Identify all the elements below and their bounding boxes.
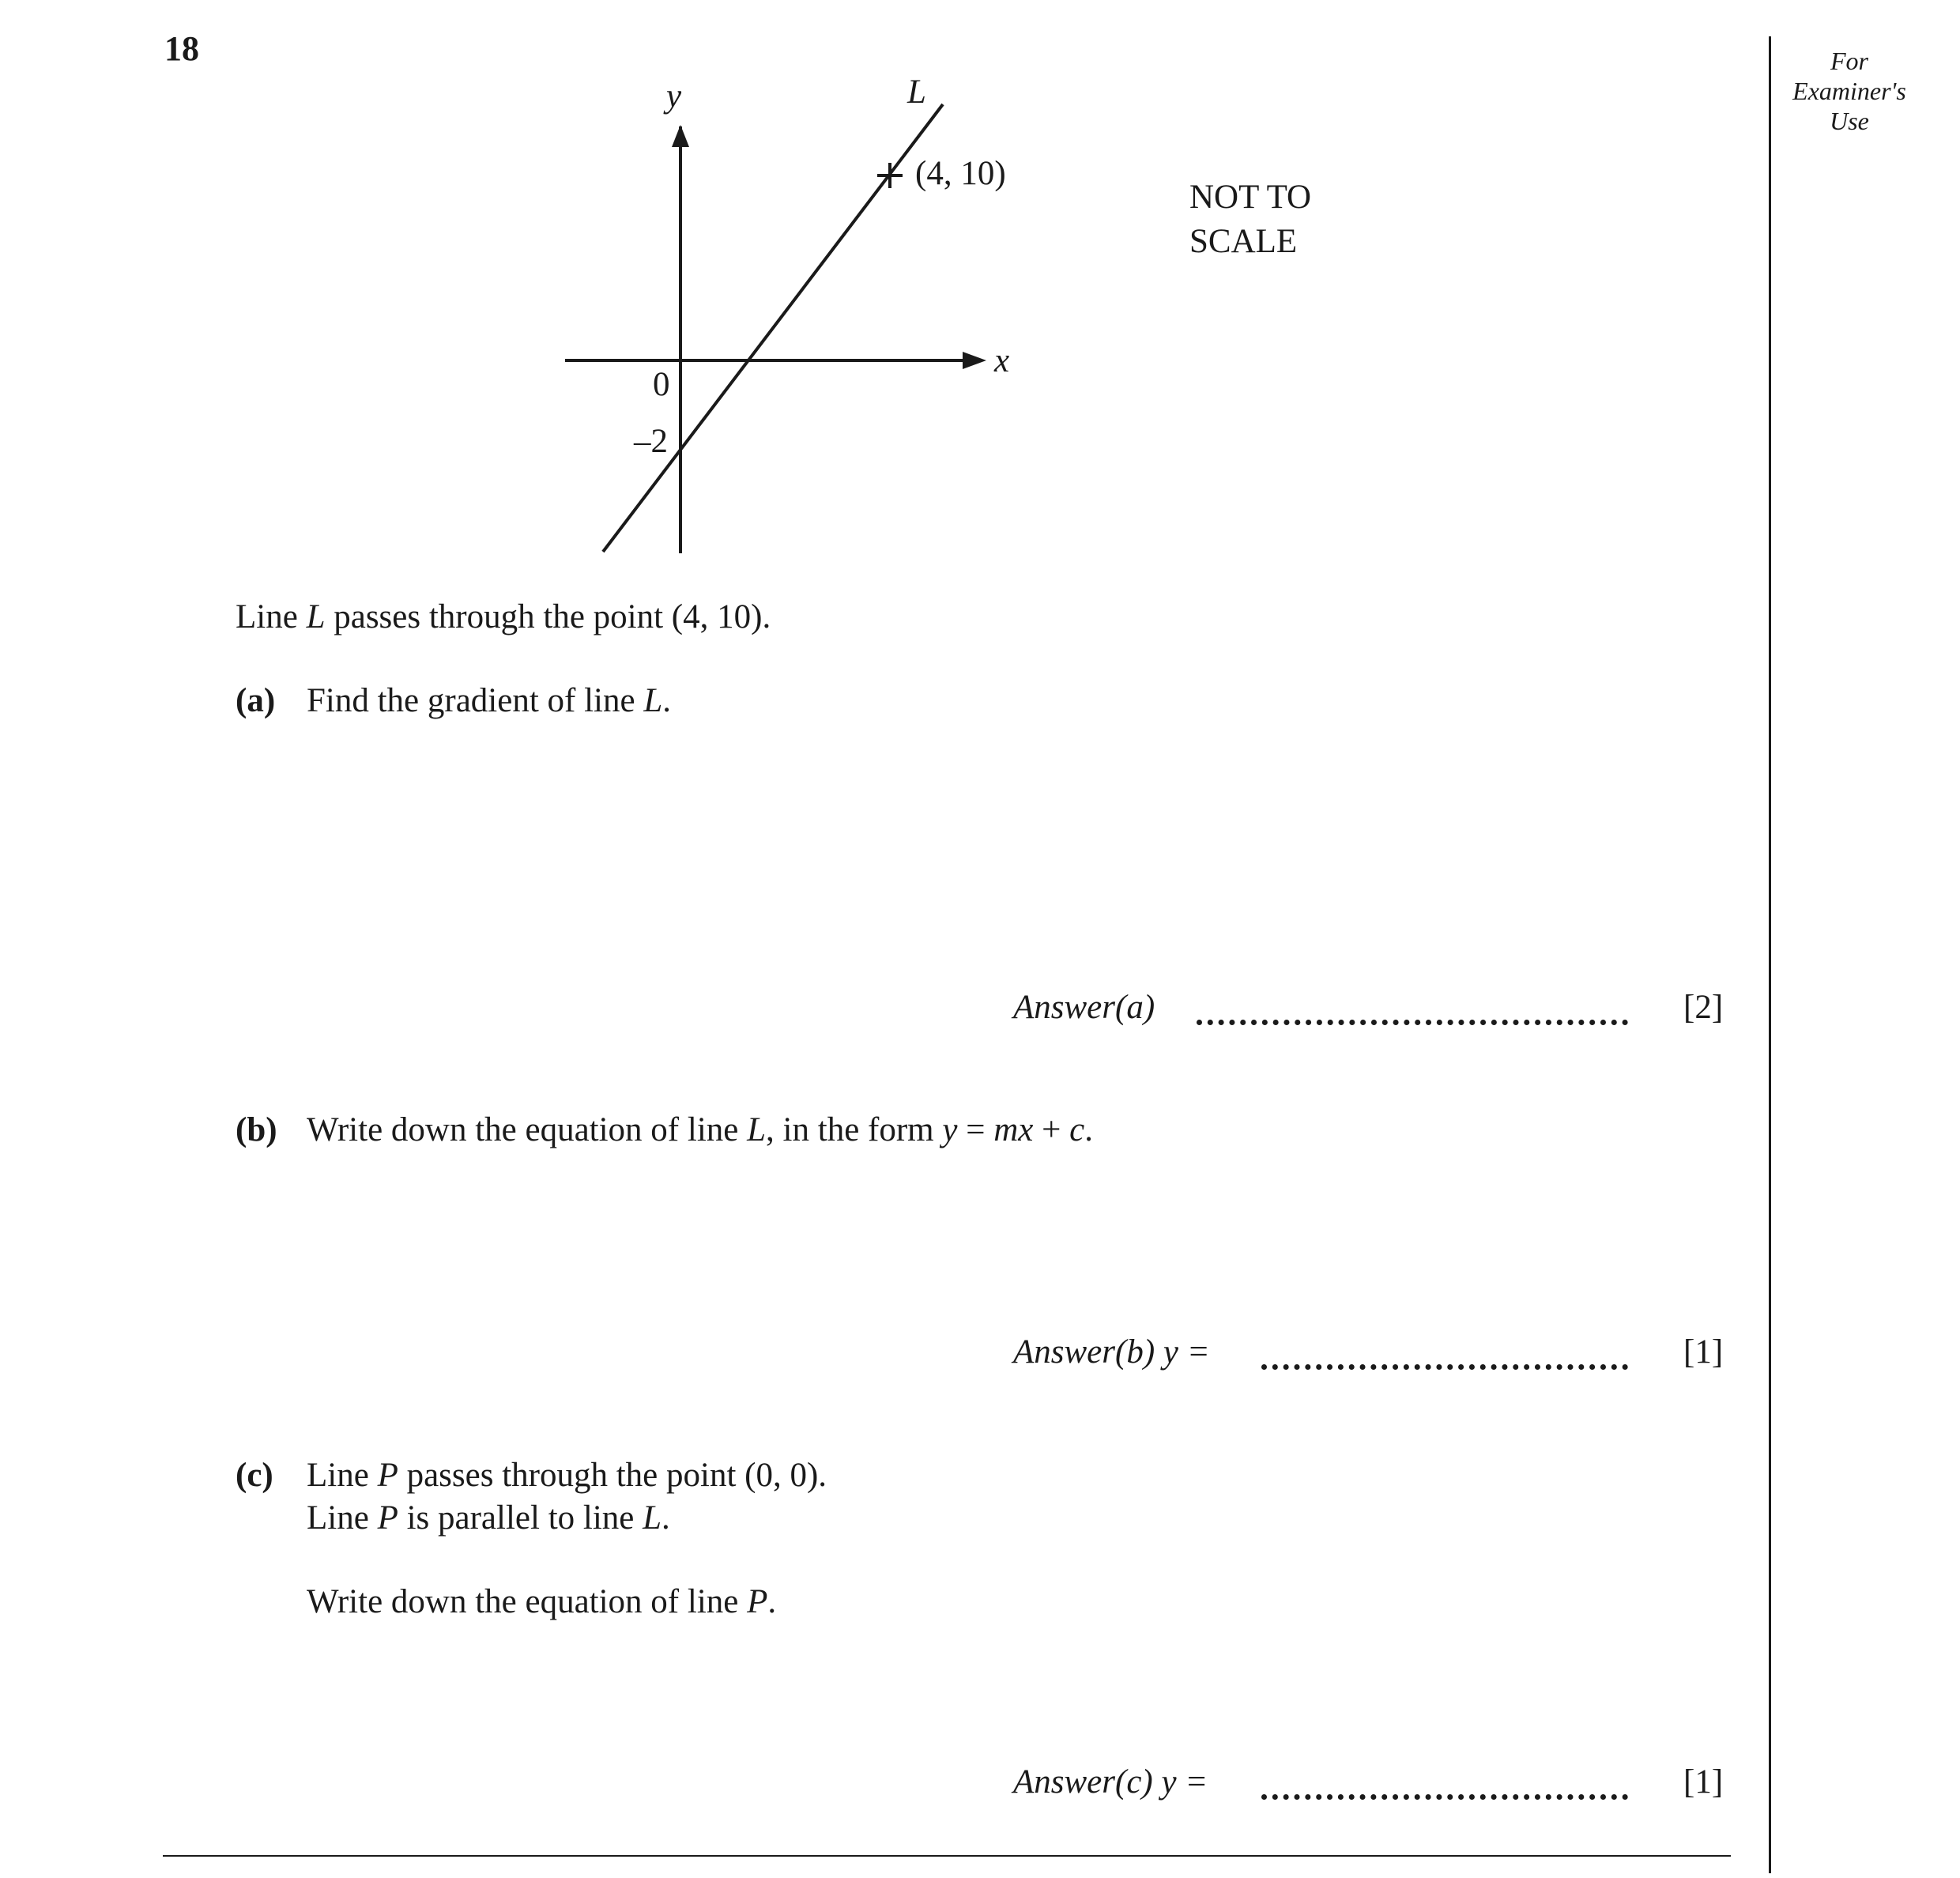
y-intercept-label: –2 bbox=[634, 423, 668, 460]
answer-c-label: Answer(c) y = bbox=[1013, 1763, 1208, 1801]
not-to-scale-note bbox=[1189, 175, 1395, 264]
part-a-label: (a) bbox=[236, 682, 276, 719]
part-a-marks: [2] bbox=[1683, 989, 1724, 1026]
answer-a-label: Answer(a) bbox=[1013, 989, 1155, 1026]
question-stem: Line L passes through the point (4, 10). bbox=[236, 598, 771, 635]
part-c-question: Write down the equation of line P. bbox=[307, 1583, 777, 1620]
examiner-use-line1: For bbox=[1830, 47, 1868, 75]
answer-a-line[interactable] bbox=[1197, 1020, 1628, 1025]
line-l bbox=[603, 104, 943, 552]
y-axis-arrow bbox=[672, 125, 689, 147]
part-b-question: Write down the equation of line L, in the form y = mx + c. bbox=[307, 1111, 1093, 1148]
part-a-question: Find the gradient of line L. bbox=[307, 682, 671, 719]
examiner-use-line3: Use bbox=[1830, 107, 1869, 135]
answer-c-line[interactable] bbox=[1261, 1794, 1628, 1800]
part-c-marks: [1] bbox=[1683, 1763, 1724, 1801]
answer-b-line[interactable] bbox=[1261, 1364, 1628, 1370]
line-l-label: L bbox=[907, 74, 926, 111]
part-b-label: (b) bbox=[236, 1111, 277, 1148]
part-b-marks: [1] bbox=[1683, 1333, 1724, 1371]
not-to-scale-line2: SCALE bbox=[1189, 223, 1298, 260]
not-to-scale-line1: NOT TO bbox=[1189, 179, 1312, 216]
x-axis-arrow bbox=[963, 352, 986, 369]
part-c-line2: Line P is parallel to line L. bbox=[307, 1499, 670, 1537]
origin-label: 0 bbox=[653, 366, 670, 403]
examiner-use-line2: Examiner's bbox=[1792, 77, 1906, 105]
line-graph-diagram bbox=[0, 0, 1960, 601]
answer-b-label: Answer(b) y = bbox=[1013, 1333, 1210, 1371]
x-axis-label: x bbox=[994, 342, 1010, 379]
part-c-label: (c) bbox=[236, 1457, 273, 1494]
page-bottom-rule bbox=[163, 1855, 1731, 1857]
point-label: (4, 10) bbox=[915, 155, 1006, 192]
y-axis-label: y bbox=[666, 77, 682, 115]
part-c-line1: Line P passes through the point (0, 0). bbox=[307, 1457, 827, 1494]
question-number: 18 bbox=[164, 29, 199, 68]
